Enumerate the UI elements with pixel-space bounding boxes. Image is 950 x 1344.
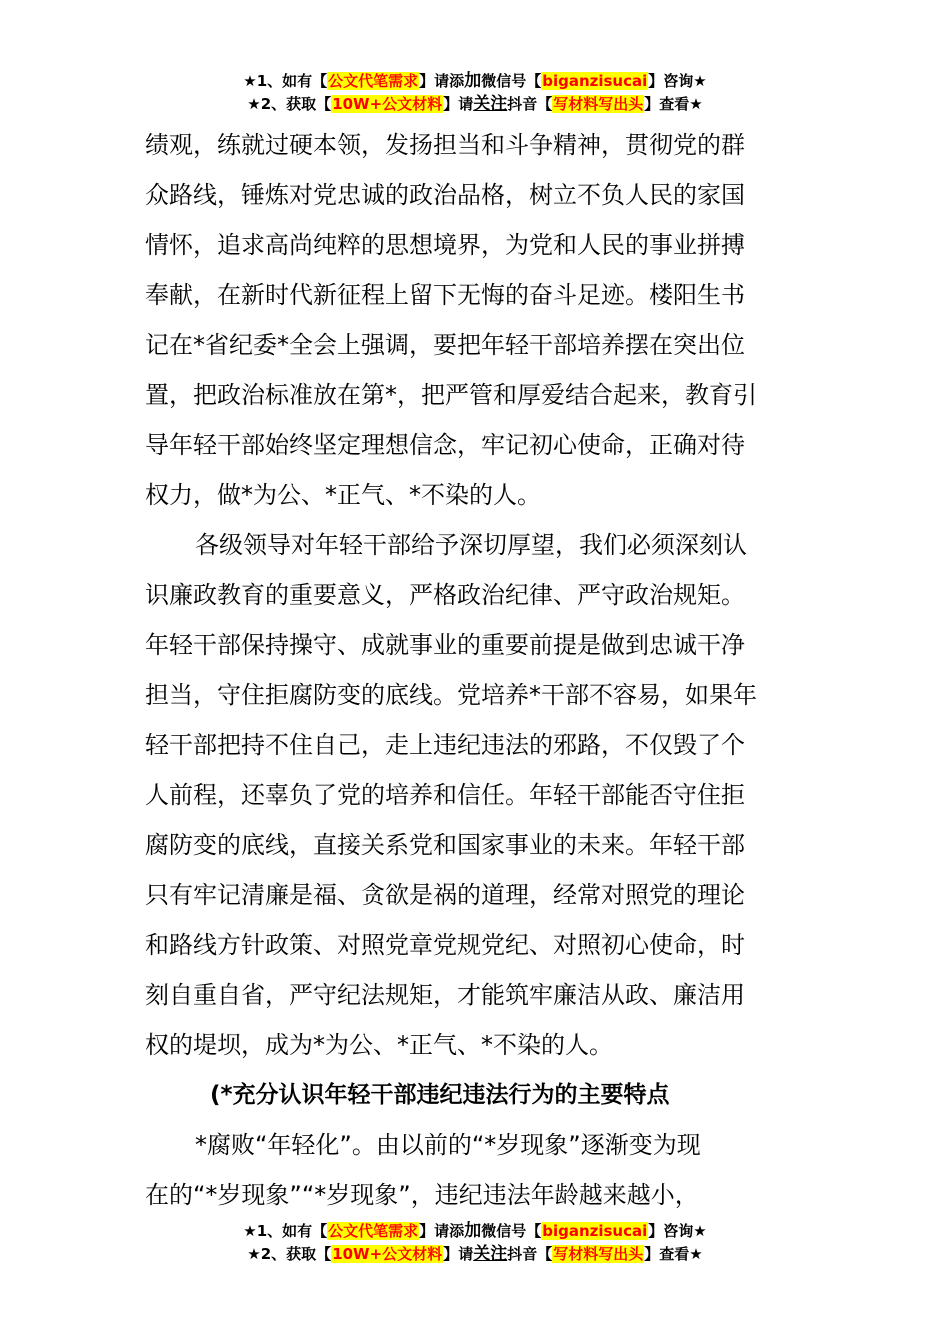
body-line: 腐防变的底线，直接关系党和国家事业的未来。年轻干部 <box>145 831 745 859</box>
body-line: 刻自重自省，严守纪法规矩，才能筑牢廉洁从政、廉洁用 <box>145 981 745 1009</box>
banner-text: 微信号【 <box>481 72 542 90</box>
body-line: 人前程，还辜负了党的培养和信任。年轻干部能否守住拒 <box>145 781 745 809</box>
banner-text: ★2、获取【 <box>247 95 332 113</box>
highlight-materials: 10W+公文材料 <box>332 95 443 113</box>
highlight-materials: 10W+公文材料 <box>332 1245 443 1263</box>
banner-line-2 <box>0 1243 950 1266</box>
banner-line-1 <box>0 70 950 93</box>
body-line: 导年轻干部始终坚定理想信念，牢记初心使命，正确对待 <box>145 431 745 459</box>
highlight-wechat-id: biganzisucai <box>542 72 648 90</box>
banner-text: 】请添 <box>419 72 465 90</box>
banner-text: ★1、如有【 <box>243 72 328 90</box>
highlight-douyin-id: 写材料写出头 <box>553 95 644 113</box>
banner-text: ★1、如有【 <box>243 1222 328 1240</box>
banner-text: 微信号【 <box>481 1222 542 1240</box>
body-line: 情怀，追求高尚纯粹的思想境界，为党和人民的事业拼搏 <box>145 231 745 259</box>
banner-text: 抖音【 <box>507 1245 553 1263</box>
paragraph-first-line: 各级领导对年轻干部给予深切厚望，我们必须深刻认 <box>195 531 747 559</box>
footer-banner <box>0 1220 950 1266</box>
body-line: 奉献，在新时代新征程上留下无悔的奋斗足迹。楼阳生书 <box>145 281 745 309</box>
banner-line-2 <box>0 93 950 116</box>
banner-line-1 <box>0 1220 950 1243</box>
banner-text: ★2、获取【 <box>247 1245 332 1263</box>
body-line: 识廉政教育的重要意义，严格政治纪律、严守政治规矩。 <box>145 581 745 609</box>
highlight-wechat-id: biganzisucai <box>542 1222 648 1240</box>
banner-text: 】请 <box>443 95 474 113</box>
body-line: 和路线方针政策、对照党章党规党纪、对照初心使命，时 <box>145 931 745 959</box>
banner-emphasis: 关注 <box>473 1244 508 1264</box>
banner-text: 】咨询★ <box>648 1222 707 1240</box>
banner-text: 】请 <box>443 1245 474 1263</box>
section-heading: (*充分认识年轻干部违纪违法行为的主要特点 <box>210 1082 670 1108</box>
body-line: 绩观，练就过硬本领，发扬担当和斗争精神，贯彻党的群 <box>145 131 745 159</box>
paragraph-first-line: *腐败“年轻化”。由以前的“*岁现象”逐渐变为现 <box>195 1131 701 1159</box>
body-line: 担当，守住拒腐防变的底线。党培养*干部不容易，如果年 <box>145 681 757 709</box>
highlight-service: 公文代笔需求 <box>328 72 419 90</box>
body-line: 权的堤坝，成为*为公、*正气、*不染的人。 <box>145 1031 613 1059</box>
highlight-service: 公文代笔需求 <box>328 1222 419 1240</box>
banner-text: 】请添 <box>419 1222 465 1240</box>
body-line: 记在*省纪委*全会上强调，要把年轻干部培养摆在突出位 <box>145 331 745 359</box>
banner-text: 抖音【 <box>507 95 553 113</box>
body-line: 众路线，锤炼对党忠诚的政治品格，树立不负人民的家国 <box>145 181 745 209</box>
body-line: 权力，做*为公、*正气、*不染的人。 <box>145 481 541 509</box>
highlight-douyin-id: 写材料写出头 <box>553 1245 644 1263</box>
banner-emphasis: 关注 <box>473 94 508 114</box>
banner-emphasis: 加 <box>464 1221 482 1241</box>
body-line: 年轻干部保持操守、成就事业的重要前提是做到忠诚干净 <box>145 631 745 659</box>
body-line: 置，把政治标准放在第*，把严管和厚爱结合起来，教育引 <box>145 381 757 409</box>
header-banner <box>0 70 950 116</box>
banner-text: 】咨询★ <box>648 72 707 90</box>
banner-text: 】查看★ <box>644 1245 703 1263</box>
body-line: 轻干部把持不住自己，走上违纪违法的邪路，不仅毁了个 <box>145 731 745 759</box>
body-line: 只有牢记清廉是福、贪欲是祸的道理，经常对照党的理论 <box>145 881 745 909</box>
document-body <box>145 120 810 1220</box>
banner-emphasis: 加 <box>464 71 482 91</box>
banner-text: 】查看★ <box>644 95 703 113</box>
body-line: 在的“*岁现象”“*岁现象”，违纪违法年龄越来越小， <box>145 1181 699 1209</box>
